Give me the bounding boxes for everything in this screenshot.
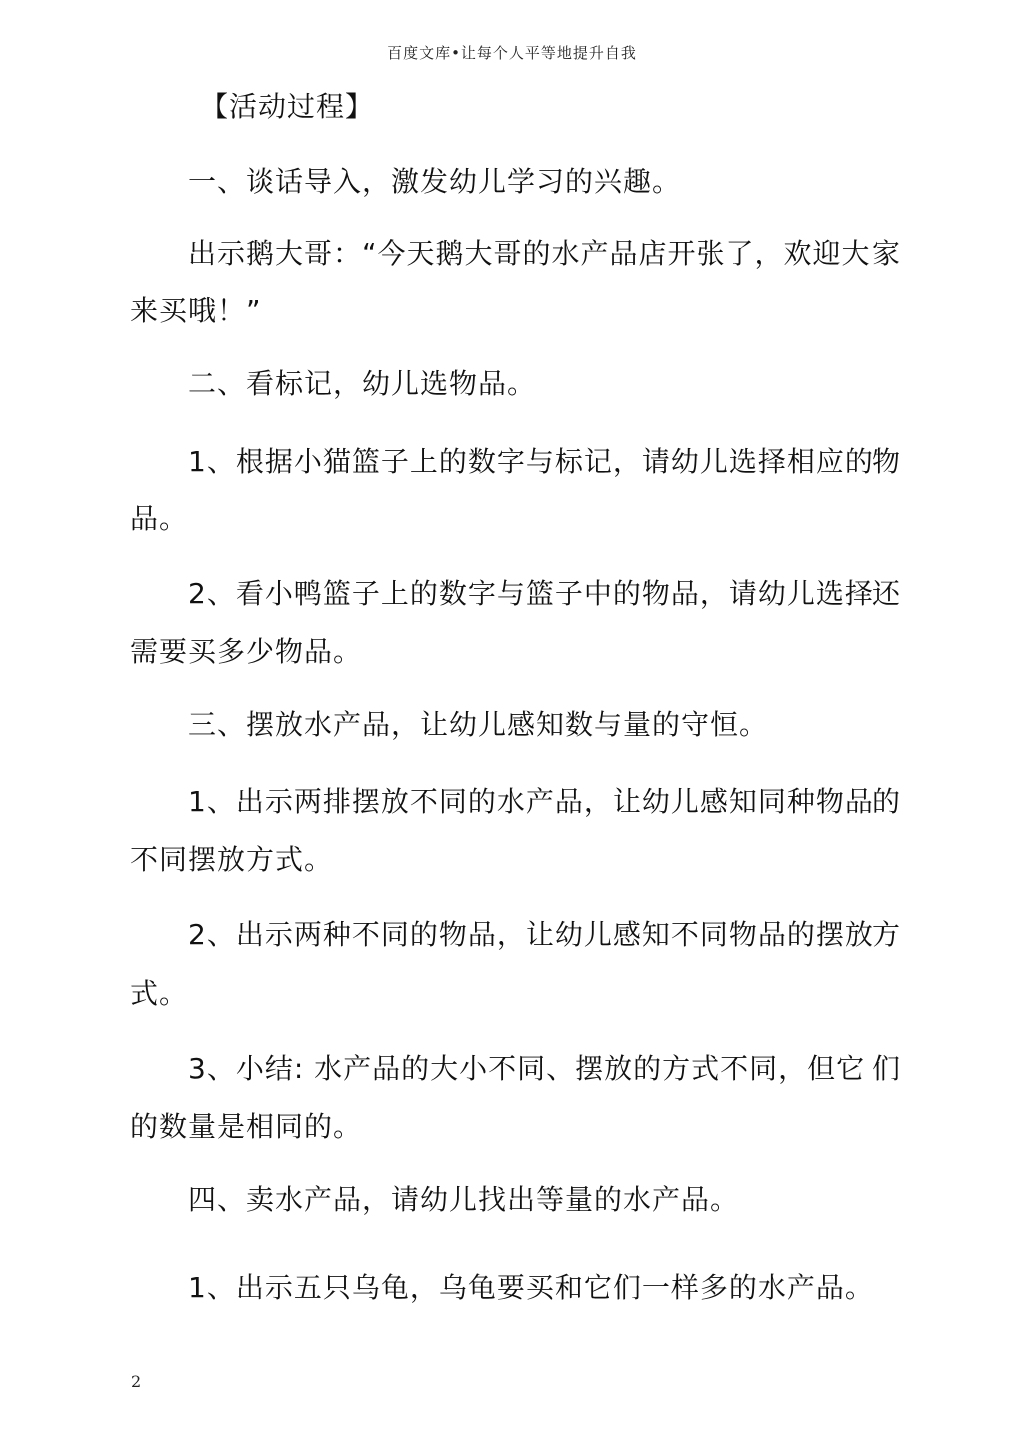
step2-item1-end: 物 — [871, 445, 900, 478]
step1-line1: 出示鹅大哥：“今天鹅大哥的水产品店开张了，欢迎大 — [188, 237, 871, 270]
step4-title: 四、卖水产品，请幼儿找出等量的水产品。 — [188, 1183, 740, 1216]
step3-item3-end: 们 — [871, 1052, 900, 1085]
step2-item2-cont: 需要买多少物品。 — [130, 635, 363, 668]
step3-item2: 2、出示两种不同的物品，让幼儿感知不同物品的摆放 — [188, 918, 874, 951]
step3-item3: 3、小结: 水产品的大小不同、摆放的方式不同，但它 — [188, 1052, 866, 1085]
step2-title: 二、看标记，幼儿选物品。 — [188, 367, 537, 400]
step2-item2-end: 还 — [871, 577, 900, 610]
step1-line2: 来买哦！” — [130, 294, 262, 327]
step3-title: 三、摆放水产品，让幼儿感知数与量的守恒。 — [188, 708, 769, 741]
section-title: 【活动过程】 — [200, 90, 375, 123]
step3-item2-end: 方 — [871, 918, 900, 951]
page-number: 2 — [131, 1372, 142, 1391]
step1-title: 一、谈话导入，激发幼儿学习的兴趣。 — [188, 165, 682, 198]
step3-item1-end: 的 — [871, 785, 900, 818]
page-header: 百度文库•让每个人平等地提升自我 — [387, 44, 637, 62]
step3-item3-cont: 的数量是相同的。 — [130, 1110, 363, 1143]
step4-item1: 1、出示五只乌龟，乌龟要买和它们一样多的水产品。 — [188, 1271, 874, 1304]
step3-item2-cont: 式。 — [130, 977, 189, 1010]
step3-item1: 1、出示两排摆放不同的水产品，让幼儿感知同种物品 — [188, 785, 874, 818]
step1-line1-end: 家 — [871, 237, 900, 270]
step2-item1-cont: 品。 — [130, 502, 189, 535]
step3-item1-cont: 不同摆放方式。 — [130, 843, 334, 876]
step2-item1: 1、根据小猫篮子上的数字与标记，请幼儿选择相应的 — [188, 445, 874, 478]
step2-item2: 2、看小鸭篮子上的数字与篮子中的物品，请幼儿选择 — [188, 577, 874, 610]
